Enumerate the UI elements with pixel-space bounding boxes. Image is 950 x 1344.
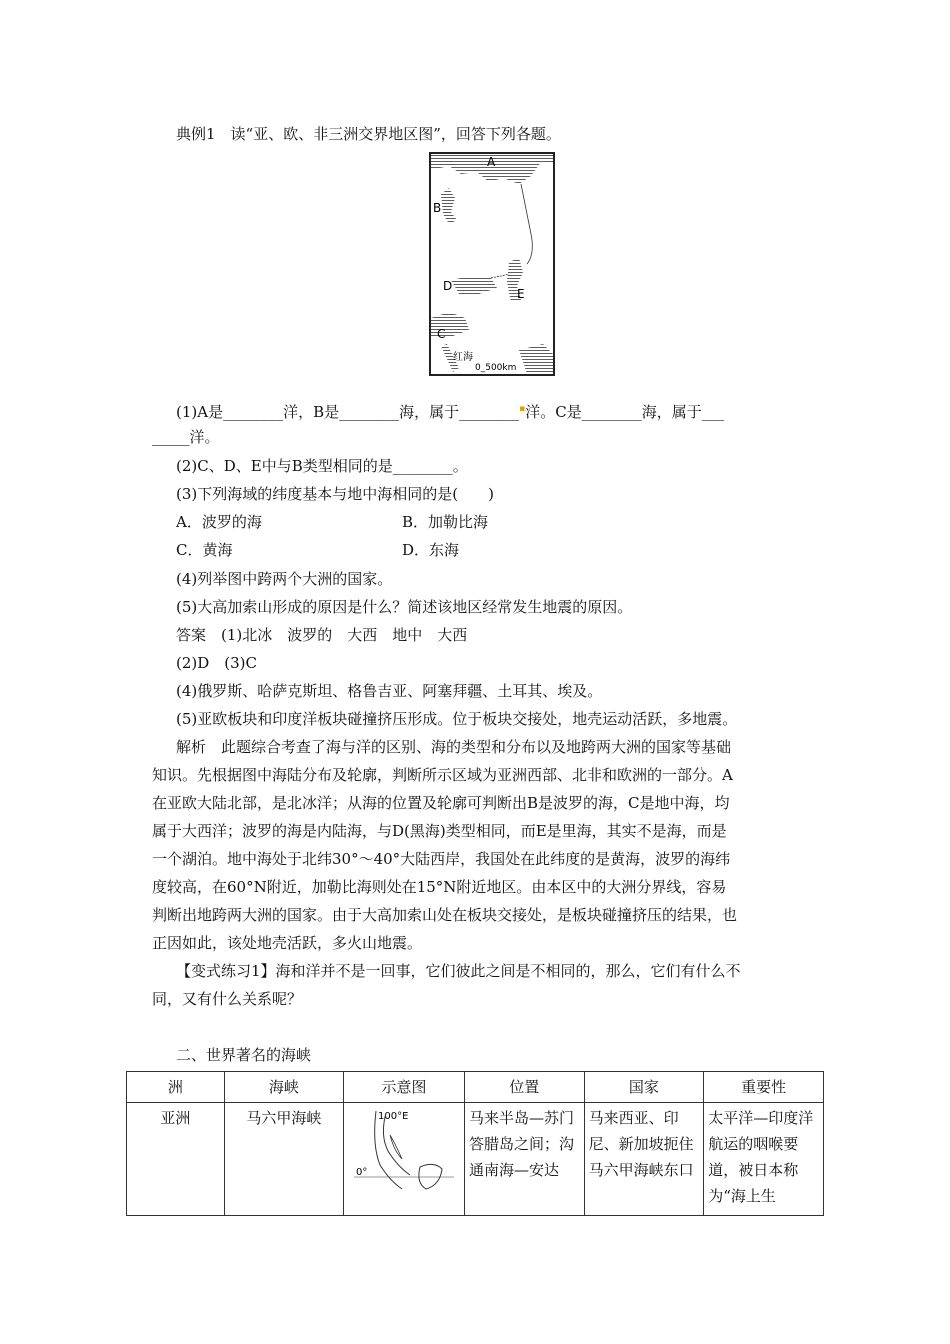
analysis-line-2: 知识。先根据图中海陆分布及轮廓，判断所示区域为亚洲西部、北非和欧洲的一部分。A bbox=[152, 766, 733, 784]
table-header-row bbox=[127, 1072, 824, 1103]
cell-continent: 亚洲 bbox=[127, 1103, 225, 1216]
answer-5: (5)亚欧板块和印度洋板块碰撞挤压形成。位于板块交接处，地壳运动活跃，多地震。 bbox=[176, 710, 738, 728]
malacca-diagram bbox=[350, 1105, 458, 1205]
question-5: (5)大高加索山形成的原因是什么？简述该地区经常发生地震的原因。 bbox=[176, 598, 633, 616]
header-position: 位置 bbox=[464, 1072, 584, 1103]
analysis-line-3: 在亚欧大陆北部，是北冰洋；从海的位置及轮廓可判断出B是波罗的海，C是地中海，均 bbox=[152, 794, 730, 812]
gulf-sea bbox=[519, 344, 553, 374]
exercise-line-1: 【变式练习1】海和洋并不是一回事，它们彼此之间是不相同的，那么，它们有什么不 bbox=[176, 962, 741, 980]
analysis-line-7: 判断出地跨两大洲的国家。由于大高加索山处在板块交接处，是板块碰撞挤压的结果，也 bbox=[152, 906, 738, 924]
option-d: D．东海 bbox=[402, 541, 460, 559]
header-diagram: 示意图 bbox=[344, 1072, 465, 1103]
sumatra-coast bbox=[383, 1113, 410, 1175]
analysis-line-8: 正因如此，该处地壳活跃，多火山地震。 bbox=[152, 934, 423, 952]
question-2: (2)C、D、E中与B类型相同的是________。 bbox=[176, 457, 468, 475]
baltic-sea bbox=[441, 188, 457, 224]
map-label-b: B bbox=[433, 201, 442, 215]
diagram-lon-label: 100°E bbox=[378, 1111, 409, 1122]
map-label-d: D bbox=[443, 279, 453, 293]
option-c: C．黄海 bbox=[176, 541, 233, 559]
black-sea bbox=[451, 276, 497, 294]
map-figure bbox=[429, 152, 555, 376]
analysis-line-6: 度较高，在60°N附近，加勒比海则处在15°N附近地区。由本区中的大洲分界线，容易 bbox=[152, 878, 727, 896]
map-svg bbox=[431, 154, 553, 374]
question-4: (4)列举图中跨两个大洲的国家。 bbox=[176, 570, 393, 588]
section-2-title: 二、世界著名的海峡 bbox=[176, 1046, 312, 1064]
strait-outline bbox=[390, 1135, 402, 1159]
option-b: B．加勒比海 bbox=[402, 513, 489, 531]
answer-2-3: (2)D (3)C bbox=[176, 654, 257, 672]
header-country: 国家 bbox=[584, 1072, 704, 1103]
question-3: (3)下列海域的纬度基本与地中海相同的是( ) bbox=[176, 485, 494, 503]
analysis-line-5: 一个湖泊。地中海处于北纬30°～40°大陆西岸，我国处在此纬度的是黄海，波罗的海纬 bbox=[152, 850, 731, 868]
cell-diagram bbox=[344, 1103, 465, 1216]
analysis-line-4: 属于大西洋；波罗的海是内陆海，与D(黑海)类型相同，而E是里海，其实不是海，而是 bbox=[152, 822, 727, 840]
caucasus-line bbox=[491, 274, 509, 278]
map-scale-label: 0_500km bbox=[475, 363, 517, 373]
example-intro: 典例1 读“亚、欧、非三洲交界地区图”，回答下列各题。 bbox=[176, 125, 561, 143]
map-red-sea-label: 红海 bbox=[453, 352, 473, 363]
edit-mark-icon: ▪ bbox=[519, 404, 526, 414]
table-row bbox=[127, 1103, 824, 1216]
cell-strait: 马六甲海峡 bbox=[224, 1103, 343, 1216]
question-1: (1)A是________洋，B是________海，属于________▪洋。C是________海，属于___ bbox=[176, 403, 725, 421]
map-label-a: A bbox=[487, 155, 496, 169]
cell-importance: 太平洋—印度洋航运的咽喉要道，被日本称为“海上生 bbox=[704, 1103, 824, 1216]
straits-table bbox=[126, 1071, 824, 1216]
answer-1: 答案 (1)北冰 波罗的 大西 地中 大西 bbox=[176, 626, 468, 644]
diagram-lat-label: 0° bbox=[356, 1167, 368, 1178]
option-a: A．波罗的海 bbox=[176, 513, 262, 531]
header-importance: 重要性 bbox=[704, 1072, 824, 1103]
question-1-cont: _____洋。 bbox=[152, 428, 220, 446]
answer-4: (4)俄罗斯、哈萨克斯坦、格鲁吉亚、阿塞拜疆、土耳其、埃及。 bbox=[176, 682, 603, 700]
exercise-line-2: 同，又有什么关系呢？ bbox=[152, 990, 303, 1008]
cell-position: 马来半岛—苏门答腊岛之间；沟通南海—安达 bbox=[464, 1103, 584, 1216]
cell-countries: 马来西亚、印尼、新加坡扼住马六甲海峡东口 bbox=[584, 1103, 704, 1216]
header-strait: 海峡 bbox=[224, 1072, 343, 1103]
ural-line bbox=[521, 184, 532, 264]
map-label-e: E bbox=[517, 287, 525, 301]
analysis-line-1: 解析 此题综合考查了海与洋的区别、海的类型和分布以及地跨两大洲的国家等基础 bbox=[176, 738, 732, 756]
header-continent: 洲 bbox=[127, 1072, 225, 1103]
map-label-c: C bbox=[437, 327, 446, 341]
